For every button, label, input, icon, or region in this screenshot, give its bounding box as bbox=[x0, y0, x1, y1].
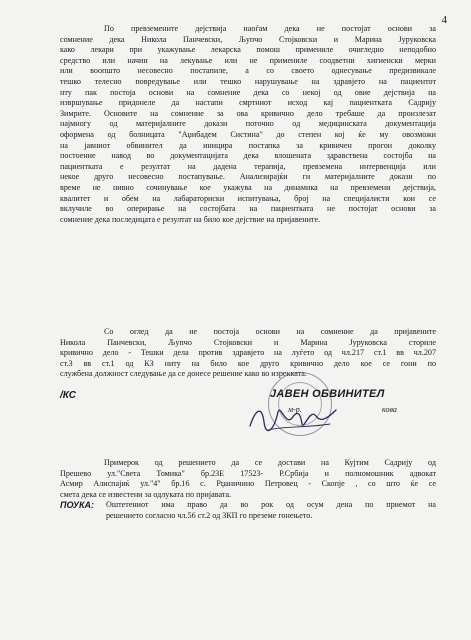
text-line: сомнение дека Никола Панчевски, Љупчо Стојковски и Марина Јуруковска bbox=[60, 34, 436, 44]
text-line: сомнение дека последицата е резултат на било кое дејствие на пријавените. bbox=[60, 214, 321, 224]
advice-label: ПОУКА: bbox=[60, 500, 95, 510]
text-line: време не нивно сочинување кое укажува на динамика на превземени дејствија, bbox=[60, 182, 436, 192]
delivery-paragraph bbox=[60, 458, 436, 500]
text-line: смета дека се известени за одлуката по пријавата. bbox=[60, 489, 232, 499]
handwritten-signature bbox=[244, 400, 344, 436]
text-line: извршување придонеле да настапи смртниот исход кај пациентката Садрију bbox=[60, 98, 436, 108]
text-line: квалитет и обем на лабараториски испитувања, број на специјалисти кои се bbox=[60, 193, 436, 203]
text-line: Прешево ул."Света Томика" бр.23Е 17523- Р.Србија и полномошник адвокат bbox=[60, 468, 436, 478]
text-line: пациентката е резултат на дадена терапија, превземена интервенција или bbox=[60, 161, 436, 171]
text-line: најмногу од материјалните докази поточно од медицинската документација bbox=[60, 119, 436, 129]
signer-name-suffix: кова bbox=[382, 405, 397, 414]
text-line: како лекари при укажување лекарска помош примениле очигледно неподобно bbox=[60, 45, 436, 55]
text-line: тешко телесно повредување или тешко нарушување на здравјето на пациентот bbox=[60, 76, 436, 86]
conclusion-paragraph bbox=[60, 327, 436, 380]
text-line: Со оглед да не постоја основи на сомнение да пријавените bbox=[104, 327, 436, 336]
text-line: Асмир Алиспајиќ ул."4" бр.16 с. Рџаничино Петровец - Скопје , со што ќе се bbox=[60, 479, 436, 489]
signer-abbreviation: м-р. bbox=[288, 405, 302, 414]
text-line: решението согласно чл.56 ст.2 од ЗКП го преземе гонењето. bbox=[106, 510, 313, 520]
text-line: кривично дело - Тешки дела против здравјето на луѓето од чл.217 ст.1 вв чл.207 bbox=[60, 348, 436, 358]
text-line: оформена од болницата "Аџибадем Систина" до степен кој ќе му овозможи bbox=[60, 129, 436, 139]
text-line: Оштетениот има право да во рок од осум дена по приемот на bbox=[106, 500, 436, 509]
text-line: Зимрите. Основите на сомнение за ова кривично дело требаше да произлезат bbox=[60, 108, 436, 118]
text-line: или воопшто несовесно постапиле, а со своето однесување предизвикале bbox=[60, 66, 436, 76]
text-line: Примерок од решението да се достави на Кујтим Садрију од bbox=[104, 458, 436, 467]
office-code: /КС bbox=[60, 390, 77, 401]
text-line: Никола Панчевски, Љупчо Стојковски и Марина Јуруковска сториле bbox=[60, 337, 436, 347]
text-line: постоение навод во документацијата дека влошената здравствена состојба на bbox=[60, 151, 436, 161]
text-line: службена должност следување да се донесе решение како во изрекката. bbox=[60, 369, 307, 379]
prosecutor-title: ЈАВЕН ОБВИНИТЕЛ bbox=[270, 388, 385, 400]
advice-text bbox=[106, 500, 436, 521]
text-line: некое друго несовесно постапување. Анализирајќи ги материјалните докази по bbox=[60, 172, 436, 182]
findings-paragraph bbox=[60, 24, 436, 225]
text-line: средство или начин на лекување или не примениле соодветни хигиенски мерки bbox=[60, 55, 436, 65]
text-line: на јавниот обвинител да иницира постапка за кривичен прогон доколку bbox=[60, 140, 436, 150]
text-line: вклучиле во оперирање на состојбата на пациентката не постојат основи за bbox=[60, 204, 436, 214]
text-line: нту пак постоја основи на сомнение дека со некој од овие дејствија на bbox=[60, 87, 436, 97]
text-line: По превземените дејствија наоѓам дека не постојат основи за bbox=[104, 24, 436, 33]
legal-advice bbox=[60, 500, 436, 530]
page-number: 4 bbox=[441, 14, 447, 26]
text-line: ст.3 вв ст.1 од КЗ ниту на било кое друго кривично дело кое се гони по bbox=[60, 358, 436, 368]
